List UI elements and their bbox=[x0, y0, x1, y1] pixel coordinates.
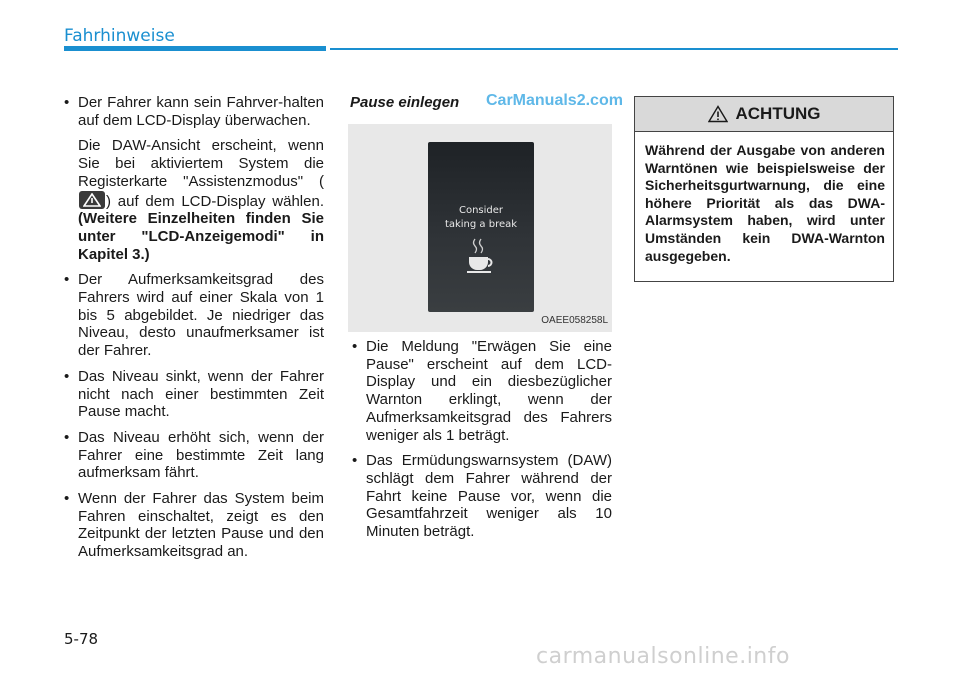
assist-mode-icon bbox=[79, 191, 105, 209]
bullet-item: • Der Aufmerksamkeitsgrad des Fahrers wird auf einer Skala von 1 bis 5 abgebildet. Je niedriger das Niveau, desto unaufmerksamer ist der Fahrer. bbox=[62, 271, 324, 360]
bullet-item: • Das Niveau erhöht sich, wenn der Fahrer eine bestimmte Zeit lang aufmerksam fährt. bbox=[62, 429, 324, 482]
bullet-item: • Das Ermüdungswarnsystem (DAW) schlägt dem Fahrer während der Fahrt keine Pause vor, wenn die Gesamtfahrzeit weniger als 10 Minuten beträgt. bbox=[350, 452, 612, 541]
watermark-top: CarManuals2.com bbox=[486, 92, 623, 109]
bullet-item: • Die Meldung "Erwägen Sie eine Pause" erscheint auf dem LCD-Display und ein diesbezüglicher Warnton erklingt, wenn der Aufmerksamkeitsgrad des Fahrers weniger als 1 beträgt. bbox=[350, 338, 612, 444]
caution-triangle-icon bbox=[708, 105, 728, 123]
caution-heading: ACHTUNG bbox=[735, 104, 821, 123]
watermark-bottom: carmanualsonline.info bbox=[536, 644, 790, 669]
coffee-cup-icon bbox=[466, 237, 496, 275]
header-rule-thick bbox=[64, 46, 326, 51]
header-rule-thin bbox=[330, 48, 898, 50]
paragraph-daw-view bbox=[62, 137, 324, 263]
paragraph-text: Die DAW-Ansicht erscheint, wenn Sie bei aktiviertem System die Registerkarte "Assistenzmodus" ( bbox=[78, 137, 324, 190]
figure-lcd-display bbox=[348, 124, 612, 332]
bullet-item: • Das Niveau sinkt, wenn der Fahrer nicht nach einer bestimmten Zeit Pause macht. bbox=[62, 368, 324, 421]
caution-box bbox=[634, 96, 894, 282]
left-column bbox=[62, 94, 324, 569]
section-header: Fahrhinweise bbox=[64, 26, 175, 46]
right-column-text bbox=[350, 338, 612, 549]
page-number: 5-78 bbox=[64, 630, 99, 648]
lcd-screen bbox=[428, 142, 534, 312]
display-line-2: taking a break bbox=[444, 219, 518, 230]
caution-header bbox=[635, 97, 893, 132]
figure-caption: OAEE058258L bbox=[541, 315, 608, 326]
paragraph-reference: (Weitere Einzelheiten finden Sie unter "LCD-Anzeigemodi" in Kapitel 3.) bbox=[78, 210, 324, 263]
caution-body: Während der Ausgabe von anderen Warntönen wie beispielsweise der Sicherheitsgurtwarnung, die eine höhere Priorität als das DWA-Alarmsystem haben, wird unter Umständen kein DWA-Warnton ausgegeben. bbox=[645, 142, 885, 264]
bullet-item: • Wenn der Fahrer das System beim Fahren einschaltet, zeigt es den Zeitpunkt der letzten Pause und den Aufmerksamkeitsgrad an. bbox=[62, 490, 324, 561]
paragraph-text: ) auf dem LCD-Display wählen. bbox=[106, 192, 324, 210]
bullet-item: • Der Fahrer kann sein Fahrver-halten auf dem LCD-Display überwachen. bbox=[62, 94, 324, 129]
display-line-1: Consider bbox=[458, 205, 504, 216]
section-title: Pause einlegen bbox=[350, 94, 460, 111]
